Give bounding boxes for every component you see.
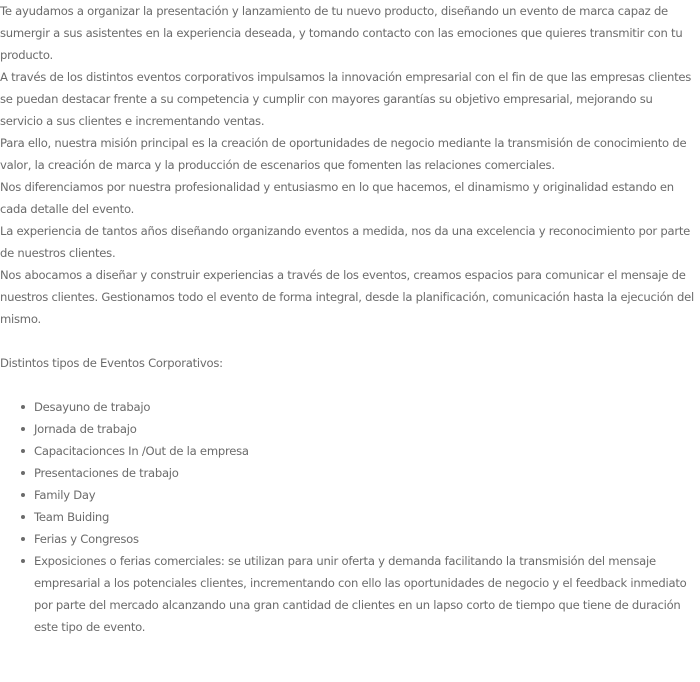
differentiation-paragraph: Nos diferenciamos por nuestra profesionalidad y entusiasmo en lo que hacemos, el dinamismo y originalidad estando en cada detalle del evento.: [0, 180, 674, 216]
list-item: Desayuno de trabajo: [34, 396, 698, 418]
list-item: Jornada de trabajo: [34, 418, 698, 440]
intro-paragraph: Te ayudamos a organizar la presentación y lanzamiento de tu nuevo producto, diseñando un evento de marca capaz de sumergir a sus asistentes en la experiencia deseada, y tomando contacto con las emociones que quieres transmitir con tu producto.: [0, 4, 683, 62]
list-item: Ferias y Congresos: [34, 528, 698, 550]
event-types-heading: Distintos tipos de Eventos Corporativos:: [0, 356, 223, 370]
experience-paragraph: La experiencia de tantos años diseñando organizando eventos a medida, nos da una excelencia y reconocimiento por parte de nuestros clientes.: [0, 224, 691, 260]
list-item: Team Buiding: [34, 506, 698, 528]
mission-paragraph: Para ello, nuestra misión principal es la creación de oportunidades de negocio mediante la transmisión de conocimiento de valor, la creación de marca y la producción de escenarios que fomenten las relaciones comerciales.: [0, 136, 687, 172]
list-item: Family Day: [34, 484, 698, 506]
list-item: Exposiciones o ferias comerciales: se utilizan para unir oferta y demanda facilitando la transmisión del mensaje empresarial a los potenciales clientes, incrementando con ello las oportunidades de negocio y el feedback inmediato por parte del mercado alcanzando una gran cantidad de clientes en un lapso corto de tiempo que tiene de duración este tipo de evento.: [34, 550, 698, 638]
spacer: [0, 330, 698, 352]
list-item: Capacitacionces In /Out de la empresa: [34, 440, 698, 462]
spacer: [0, 374, 698, 396]
event-types-list: [0, 396, 698, 638]
approach-paragraph: Nos abocamos a diseñar y construir experiencias a través de los eventos, creamos espacios para comunicar el mensaje de nuestros clientes. Gestionamos todo el evento de forma integral, desde la planificación, comunicación hasta la ejecución del mismo.: [0, 268, 694, 326]
list-item: Presentaciones de trabajo: [34, 462, 698, 484]
innovation-paragraph: A través de los distintos eventos corporativos impulsamos la innovación empresarial con el fin de que las empresas clientes se puedan destacar frente a su competencia y cumplir con mayores garantías su objetivo empresarial, mejorando su servicio a sus clientes e incrementando ventas.: [0, 70, 692, 128]
